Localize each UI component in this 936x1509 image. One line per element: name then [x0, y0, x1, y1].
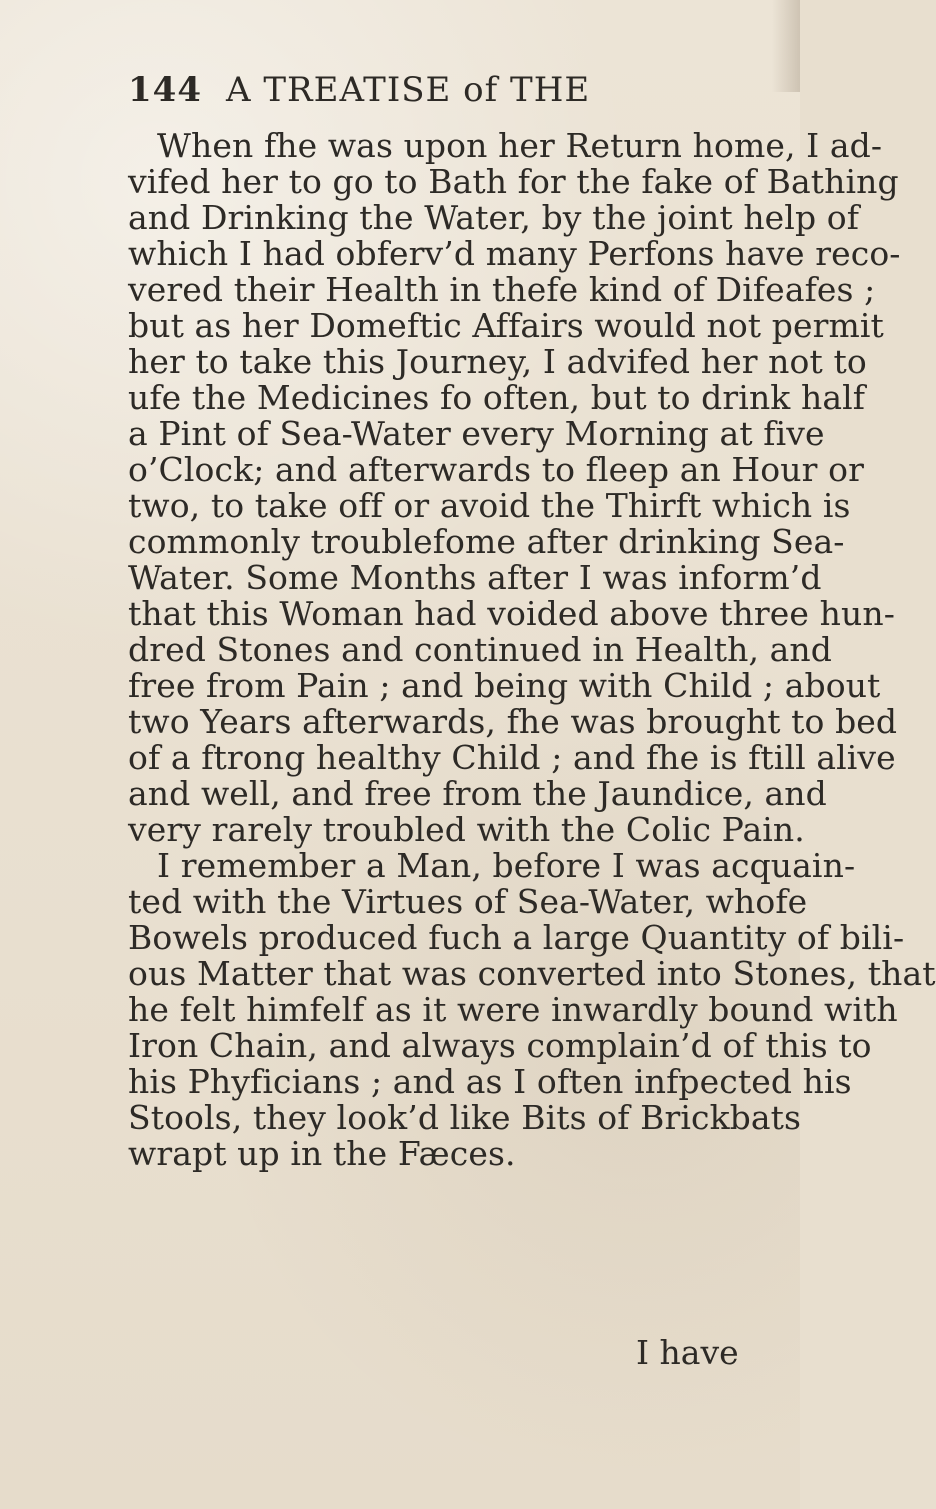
text-line: Iron Chain, and always complain’d of this to [128, 1026, 872, 1065]
text-line: ted with the Virtues of Sea-Water, whofe [128, 882, 808, 921]
text-line: but as her Domeftic Affairs would not permit [128, 306, 884, 345]
text-line: dred Stones and continued in Health, and [128, 630, 832, 669]
text-line: which I had obferv’d many Perfons have reco- [128, 234, 901, 273]
text-line: vered their Health in thefe kind of Difeafes ; [128, 270, 876, 309]
text-line: When fhe was upon her Return home, I ad- [157, 126, 883, 165]
text-line: ufe the Medicines fo often, but to drink half [128, 378, 866, 417]
body-text [128, 126, 936, 1173]
text-line: Stools, they look’d like Bits of Brickbats [128, 1098, 802, 1137]
text-line: he felt himfelf as it were inwardly bound with [128, 990, 898, 1029]
text-line: ous Matter that was converted into Stones, that [128, 954, 936, 993]
text-line: o’Clock; and afterwards to fleep an Hour or [128, 450, 864, 489]
text-line: commonly troublefome after drinking Sea- [128, 522, 845, 561]
text-line: and Drinking the Water, by the joint help of [128, 198, 860, 237]
text-line: a Pint of Sea-Water every Morning at five [128, 414, 825, 453]
text-line: free from Pain ; and being with Child ; about [128, 666, 881, 705]
text-line: Bowels produced fuch a large Quantity of bili- [128, 918, 905, 957]
text-line: wrapt up in the Fæces. [128, 1134, 516, 1173]
text-line: two Years afterwards, fhe was brought to bed [128, 702, 898, 741]
text-line: that this Woman had voided above three hun- [128, 594, 895, 633]
page-edge [772, 0, 800, 92]
text-line: very rarely troubled with the Colic Pain. [128, 810, 805, 849]
running-head: A TREATISE of THE [225, 70, 591, 110]
text-line: her to take this Journey, I advifed her not to [128, 342, 867, 381]
page-number: 144 [128, 70, 202, 110]
text-line: of a ftrong healthy Child ; and fhe is ftill alive [128, 738, 896, 777]
text-line: vifed her to go to Bath for the fake of Bathing [128, 162, 899, 201]
page-header [128, 70, 590, 110]
text-line: I remember a Man, before I was acquain- [157, 846, 856, 885]
text-line: two, to take off or avoid the Thirft which is [128, 486, 851, 525]
text-line: and well, and free from the Jaundice, and [128, 774, 827, 813]
text-line: his Phyficians ; and as I often infpected his [128, 1062, 852, 1101]
text-line: Water. Some Months after I was inform’d [128, 558, 822, 597]
catchword: I have [636, 1333, 739, 1372]
